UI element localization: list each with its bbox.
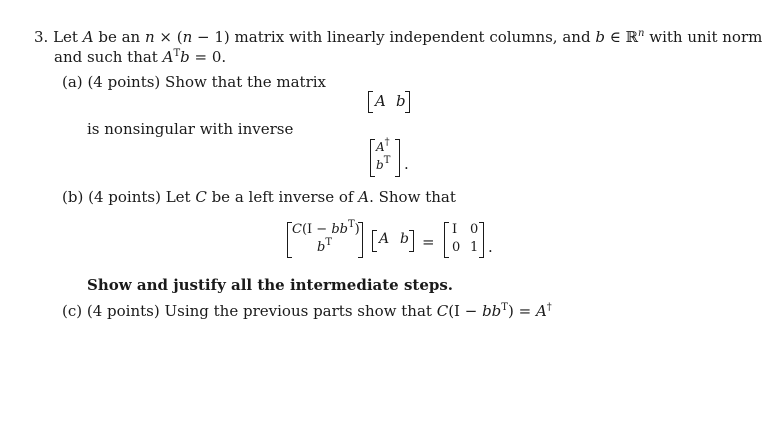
var-b: b [595,28,605,46]
var-n: n [144,28,155,46]
cell-A-dagger: A† [376,137,390,154]
part-c-expression: $C(I - bb^T) = A^\dagger$ [436,302,552,320]
superscript-n: n [638,28,645,39]
matrix-inverse [370,139,400,177]
problem-line-1 [34,28,762,46]
cell-b: b [400,231,409,247]
cell-A: A [375,92,386,110]
problem-text: ∈ ℝ [604,28,639,46]
period: . [404,155,409,173]
part-a-text: (4 points) Show that the matrix [87,73,326,91]
problem-text: and such that [54,48,163,66]
part-b-label: (b) [62,188,84,206]
part-b-text: (4 points) Let [88,188,196,206]
block-identity-matrix [444,222,484,258]
cell-one: 1 [470,240,479,255]
problem-text: Let [53,28,83,46]
bracket-right [479,222,484,258]
cell-b: b [396,92,406,110]
part-b-text: be a left inverse of [206,188,359,206]
cell-I: I [452,222,458,237]
justify-instruction: Show and justify all the intermediate steps. [87,276,454,294]
cell-A: A [379,231,390,247]
problem-text: = 0. [189,48,227,66]
bracket-left [444,222,449,258]
bracket-left [372,230,377,252]
problem-line-2 [54,48,226,66]
var-C: C [195,188,207,206]
problem-text: − 1) matrix with linearly independent columns, and [192,28,596,46]
problem-number: 3. [34,28,49,46]
equals-sign: = [422,233,435,251]
part-c-text: (4 points) Using the previous parts show that [86,302,437,320]
problem-text: with unit norm [644,28,762,46]
matrix-C-stack [287,219,363,258]
cell-b-T: $b^T$ [376,155,391,172]
part-c-label: (c) [62,302,83,320]
bracket-right [395,139,400,177]
matrix-A-b [368,91,410,113]
matrix-A-b-2 [372,230,414,252]
cell-zero-bottom: 0 [452,240,461,255]
bracket-left [370,139,375,177]
part-a-mid-text: is nonsingular with inverse [87,120,294,138]
problem-text: × ( [154,28,183,46]
var-A: A [82,28,94,46]
bracket-left [368,91,373,113]
part-a-line [62,73,326,91]
part-b-text: . Show that [369,188,456,206]
cell-C-projection: $C(I - bb^T)$ [292,219,360,237]
var-A: A [162,48,174,66]
var-n: n [182,28,193,46]
part-c-line [62,302,552,320]
cell-b-T: $b^T$ [317,237,332,255]
transpose-sup: T [173,48,181,59]
period: . [488,238,493,256]
var-b: b [180,48,190,66]
var-A: A [358,188,370,206]
cell-zero-top: 0 [470,222,479,237]
bracket-right [409,230,414,252]
bracket-right [405,91,410,113]
problem-text: be an [93,28,145,46]
part-b-line [62,188,456,206]
part-a-label: (a) [62,73,83,91]
